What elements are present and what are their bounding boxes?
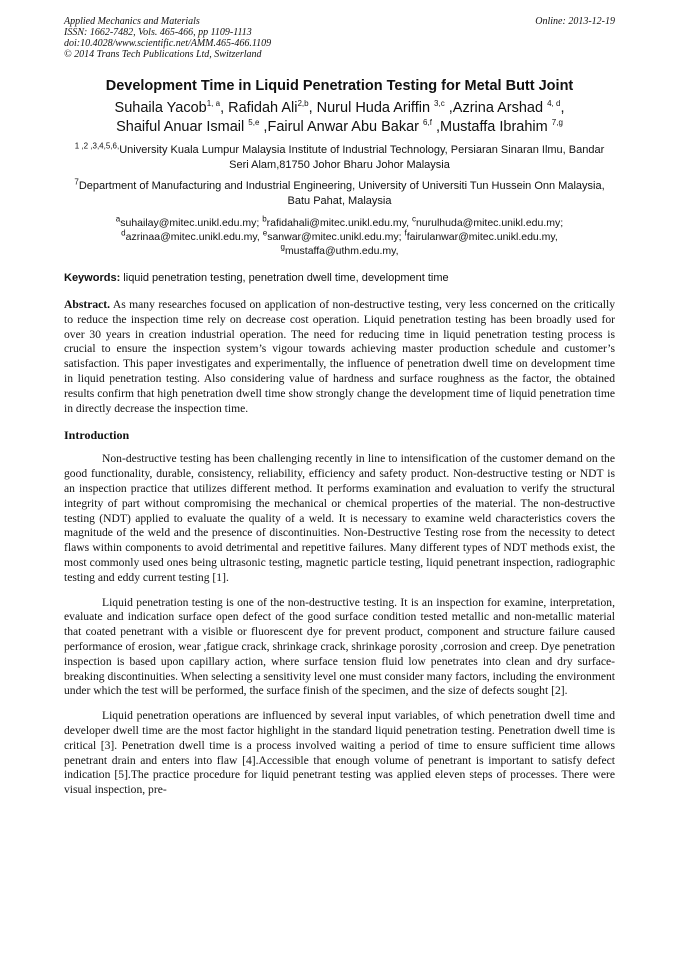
email-address: fairulanwar@mitec.unikl.edu.my, xyxy=(406,231,558,243)
abstract-label: Abstract. xyxy=(64,298,111,311)
copyright-line: © 2014 Trans Tech Publications Ltd, Switzerland xyxy=(64,49,262,60)
paper-title: Development Time in Liquid Penetration Testing for Metal Butt Joint xyxy=(105,78,574,94)
author-name: Azrina Arshad xyxy=(452,100,544,116)
intro-paragraph-1: Non-destructive testing has been challenging recently in line to intensification of the customer demand on the good functionality, durable, consistency, reliability, efficiency and safety product. Non-destructive testing or NDT is an inspection practice that utilizes different method. It performs examination and evaluation to verify the structural integrity of part without compromising the mechanical or chemical properties of the material. The non-destructive testing (NDT) applied to evaluate the quality of a weld. It is necessary to examine weld characteristics covers the magnitude of the weld and the presence of discontinuities. Non-Destructive Testing rose from the necessity to detect flaws within components to avoid detrimental and repetitive failures. Many different types of NDT methods exist, the most commonly used ones being ultrasonic testing, magnetic particle testing, liquid penetrant inspection, radiographic testing and eddy current testing [1]. xyxy=(64,452,615,584)
author-name: Mustaffa Ibrahim xyxy=(440,119,548,135)
affiliation-text: University Kuala Lumpur Malaysia Institute of Industrial Technology, Persiaran Sinaran Ilmu, Bandar Seri Alam,81750 Johor Bharu Johor Malaysia xyxy=(119,144,605,171)
author-affiliation-mark: 7,g xyxy=(551,118,563,128)
author-affiliation-mark: 4, d xyxy=(547,99,561,109)
abstract-text: As many researches focused on application of non-destructive testing, very less concerned on the critically to reduce the inspection time rely on decrease cost operation. Liquid penetration testing has been broadly used for over 30 years in creation industrial operation. The need for reducing time in liquid penetration testing process is crucial to ensure the inspection system’s vigour towards achieving master production schedule and customer’s satisfaction. This paper investigates and experimentally, the influence of penetration dwell time on development time in liquid penetration testing. Also considering value of hardness and surface roughness as the factor, the obtained results confirm that high penetration dwell time show strongly change the development time of liquid penetration time in directly decrease the inspection time. xyxy=(64,298,615,415)
affiliation-1 xyxy=(64,143,615,173)
journal-name: Applied Mechanics and Materials xyxy=(64,16,200,27)
section-heading-introduction: Introduction xyxy=(64,428,130,443)
intro-paragraph-2: Liquid penetration testing is one of the non-destructive testing. It is an inspection for examine, interpretation, evaluate and indication surface open defect of the good surface condition tested metallic and non-metallic material that coated penetrant with a visible or fluorescent dye for prevent product, component and structure failure caused performance of erosion, wear ,fatigue crack, shrinkage crack, shrinkage porosity ,corrosion and creep. Dye penetration inspection is based upon capillary action, where surface tension fluid low penetrates into clean and dry surface-breaking discontinuities. When selecting a sensitivity level one must consider many factors, including the environment under which the test will be performed, the surface finish of the specimen, and the size of defects sought [2]. xyxy=(64,595,616,698)
email-mark: g xyxy=(280,242,285,252)
email-address: mustaffa@uthm.edu.my, xyxy=(284,245,399,257)
author-name: Shaiful Anuar Ismail xyxy=(116,119,245,135)
author-affiliation-mark: 3,c xyxy=(434,99,445,109)
keywords-label: Keywords: xyxy=(64,272,121,284)
abstract xyxy=(64,298,615,416)
online-date: Online: 2013-12-19 xyxy=(535,16,615,27)
keywords xyxy=(64,272,615,284)
author-name: Nurul Huda Ariffin xyxy=(316,100,431,116)
email-mark: c xyxy=(411,214,416,224)
author-affiliation-mark: 2,b xyxy=(297,99,309,109)
keywords-text: liquid penetration testing, penetration dwell time, development time xyxy=(120,272,449,284)
journal-header xyxy=(64,16,615,60)
email-mark: a xyxy=(115,214,121,224)
email-mark: b xyxy=(262,214,267,224)
email-list xyxy=(64,216,615,258)
email-mark: f xyxy=(404,228,407,238)
email-mark: e xyxy=(262,228,268,238)
email-address: sanwar@mitec.unikl.edu.my; xyxy=(267,231,405,243)
author-name: Suhaila Yacob xyxy=(114,100,207,116)
affiliation-mark: 1 ,2 ,3,4,5,6, xyxy=(74,141,120,151)
issn-line: ISSN: 1662-7482, Vols. 465-466, pp 1109-1113 xyxy=(64,27,252,38)
author-affiliation-mark: 6,f xyxy=(423,118,432,128)
email-mark: d xyxy=(121,228,126,238)
email-address: suhailay@mitec.unikl.edu.my; xyxy=(120,217,263,229)
author-list: Suhaila Yacob$^{1, a}$, Rafidah Ali$^{2,b}$, Nurul Huda Ariffin $^{3,c}$ ,Azrina Arshad $^{4, d}$, Shaiful Anuar Ismail $^{5,e}$ ,Fairul Anwar Abu Bakar $^{6,f}$ ,Mustaffa Ibrahim $^{7,g}$ xyxy=(114,99,565,135)
affiliation-text: Department of Manufacturing and Industrial Engineering, University of Universiti Tun Hussein Onn Malaysia, Batu Pahat, Malaysia xyxy=(78,180,605,207)
publication-info xyxy=(64,16,615,60)
intro-paragraph-3: Liquid penetration operations are influenced by several input variables, of which penetration dwell time and developer dwell time are the most factor highlight in the standard liquid penetration testing. Penetration dwell time is critical [3]. Penetration dwell time is a process involved waiting a period of time to ensure sufficient time allows penetrant drain and enters into flaw [4].Accessible that enough volume of penetrant is important to satisfy defect indication [5].The practice procedure for liquid penetrant testing was applied eleven steps of processes. There were visual inspection, pre- xyxy=(64,709,615,797)
paper-page xyxy=(64,16,615,798)
author-affiliation-mark: 5,e xyxy=(248,118,260,128)
author-name: Fairul Anwar Abu Bakar xyxy=(267,119,419,135)
author-affiliation-mark: 1, a xyxy=(206,99,221,109)
affiliation-2 xyxy=(64,179,615,209)
email-address: rafidahali@mitec.unikl.edu.my, xyxy=(266,217,412,229)
email-address: azrinaa@mitec.unikl.edu.my, xyxy=(125,231,263,243)
author-name: Rafidah Ali xyxy=(228,100,298,116)
affiliation-mark: 7 xyxy=(74,177,79,187)
doi-line: doi:10.4028/www.scientific.net/AMM.465-466.1109 xyxy=(64,38,272,49)
email-address: nurulhuda@mitec.unikl.edu.my; xyxy=(415,217,564,229)
